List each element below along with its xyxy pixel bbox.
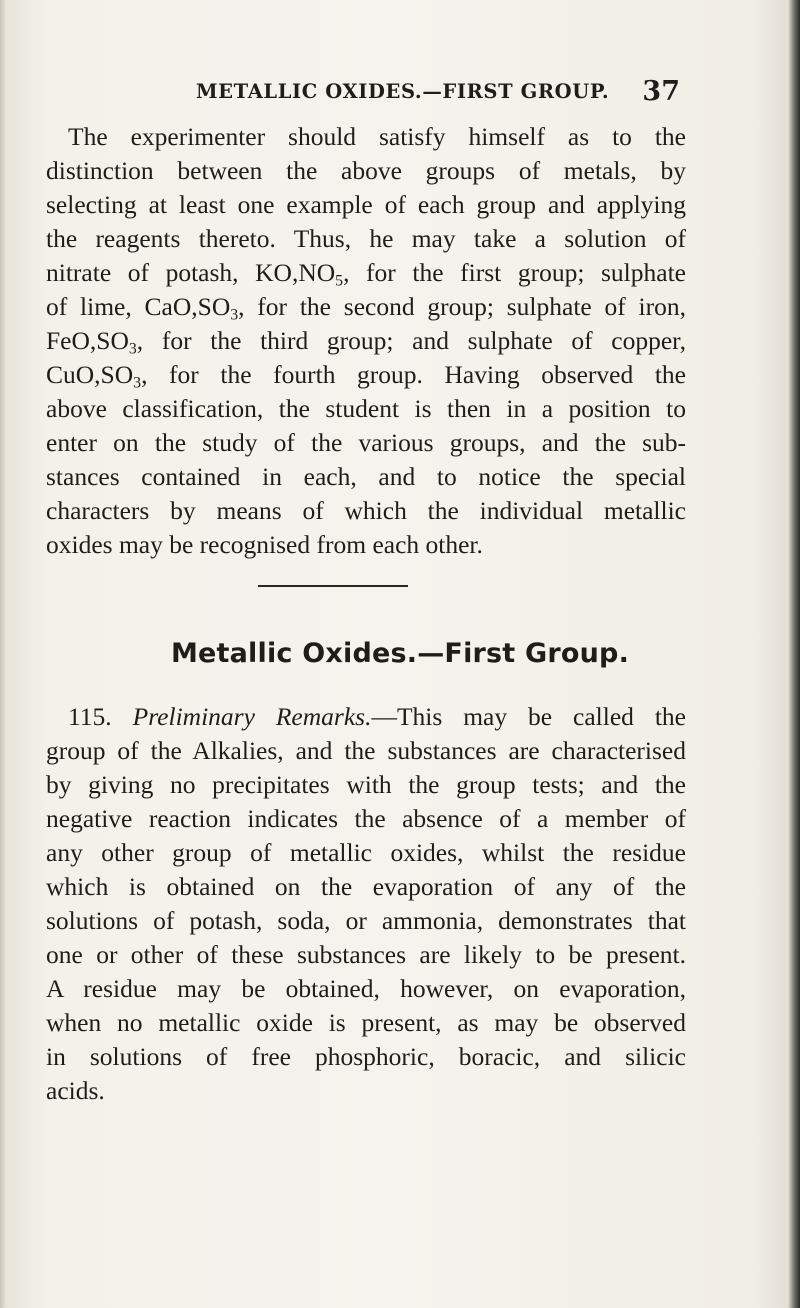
text-segment: FeO,SO [46, 326, 129, 355]
text-line: one or other of these substances are likely to be present. [46, 940, 686, 969]
paragraph-intro [46, 120, 686, 562]
text-line: A residue may be obtained, however, on evaporation, [46, 974, 686, 1003]
paragraph-number: 115. [68, 702, 112, 731]
text-line: acids. [46, 1076, 105, 1105]
text-segment: —This may be called the [371, 702, 687, 731]
text-line: any other group of metallic oxides, whilst the residue [46, 838, 686, 867]
text-line: in solutions of free phosphoric, boracic, and silicic [46, 1042, 686, 1071]
text-line: characters by means of which the individual metallic [46, 496, 686, 525]
text-segment: nitrate of potash, KO,NO [46, 258, 336, 287]
paragraph-title: Preliminary Remarks. [132, 702, 372, 731]
text-line: group of the Alkalies, and the substances are characterised [46, 736, 686, 765]
subscript: 3 [230, 306, 239, 324]
running-head [196, 76, 680, 110]
paragraph-115 [46, 700, 686, 1108]
text-line: above classification, the student is then in a position to [46, 394, 686, 423]
text-segment: , for the first group; sulphate [343, 258, 686, 287]
text-line: solutions of potash, soda, or ammonia, demonstrates that [46, 906, 686, 935]
text-segment: , for the fourth group. Having observed the [141, 360, 686, 389]
section-divider-rule [258, 585, 408, 587]
text-line [46, 700, 686, 734]
subscript: 3 [133, 374, 142, 392]
text-segment: CuO,SO [46, 360, 134, 389]
text-segment: of lime, CaO,SO [46, 292, 231, 321]
text-line [46, 324, 686, 358]
text-line: the reagents thereto. Thus, he may take a solution of [46, 224, 686, 253]
text-line: The experimenter should satisfy himself as to the [68, 122, 686, 151]
text-line: distinction between the above groups of metals, by [46, 156, 686, 185]
section-heading: Metallic Oxides.—First Group. [170, 638, 630, 669]
text-line: enter on the study of the various groups, and the sub- [46, 428, 686, 457]
subscript: 5 [335, 272, 344, 290]
text-line: selecting at least one example of each group and applying [46, 190, 686, 219]
page-number: 37 [642, 76, 680, 107]
text-line: negative reaction indicates the absence of a member of [46, 804, 686, 833]
subscript: 3 [128, 340, 137, 358]
text-line: when no metallic oxide is present, as may be observed [46, 1008, 686, 1037]
text-line: oxides may be recognised from each other. [46, 530, 483, 559]
text-segment: , for the third group; and sulphate of copper, [136, 326, 686, 355]
text-line [46, 358, 686, 392]
text-line [46, 256, 686, 290]
text-line: which is obtained on the evaporation of any of the [46, 872, 686, 901]
text-segment: , for the second group; sulphate of iron, [238, 292, 686, 321]
text-line: by giving no precipitates with the group tests; and the [46, 770, 686, 799]
running-title: METALLIC OXIDES.—FIRST GROUP. [196, 80, 610, 103]
text-line [46, 290, 686, 324]
text-line: stances contained in each, and to notice the special [46, 462, 686, 491]
